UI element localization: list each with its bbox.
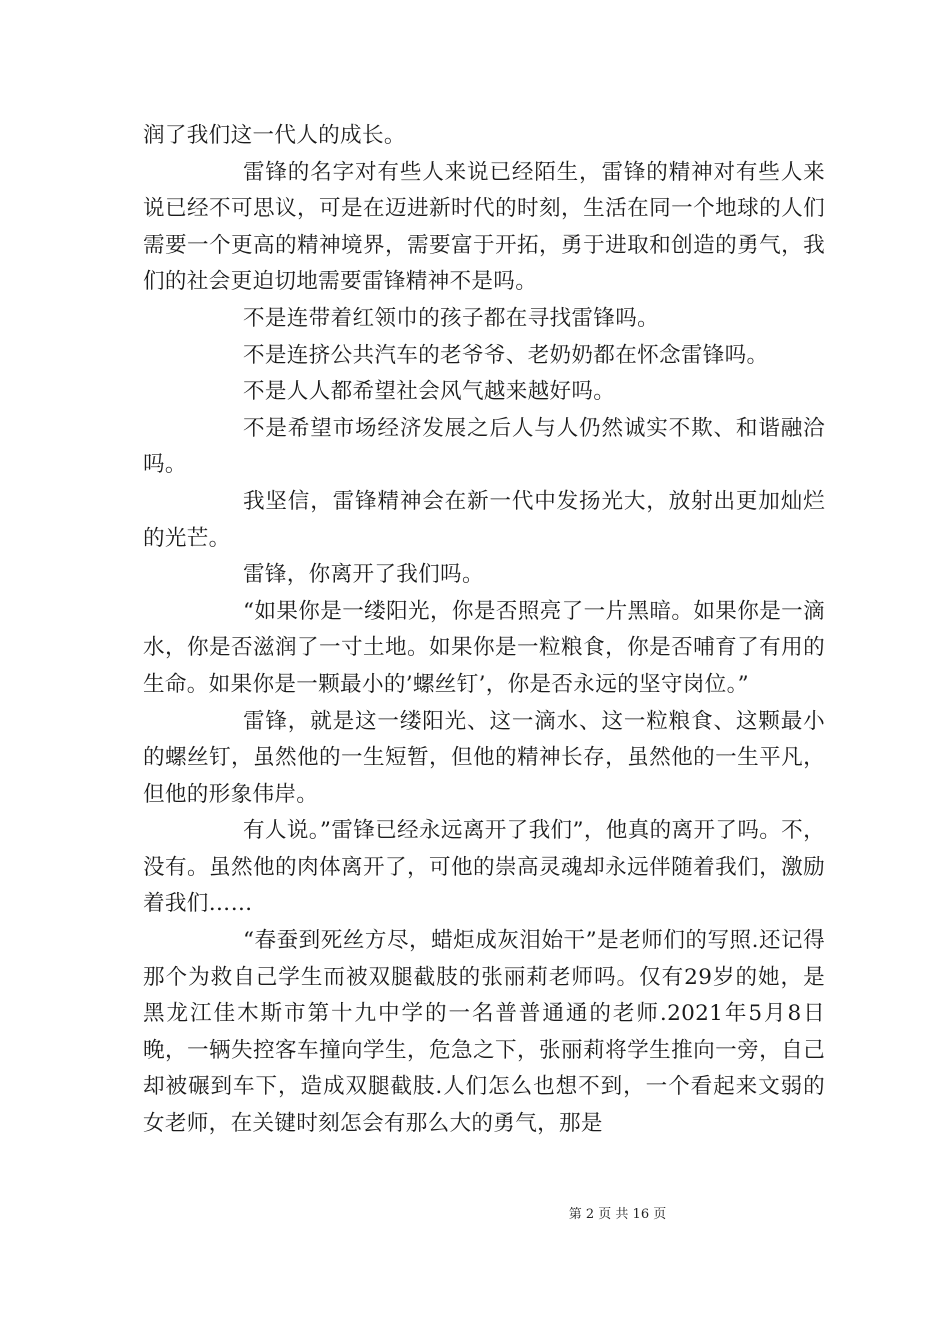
paragraph: 雷锋的名字对有些人来说已经陌生，雷锋的精神对有些人来说已经不可思议，可是在迈进新时代的时刻，生活在同一个地球的人们需要一个更高的精神境界，需要富于开拓，勇于进取和创造的勇气，我们的社会更迫切地需要雷锋精神不是吗。 bbox=[143, 159, 825, 295]
paragraph: 不是希望市场经济发展之后人与人仍然诚实不欺、和谐融洽吗。 bbox=[143, 415, 825, 478]
paragraph: 有人说。”雷锋已经永远离开了我们”，他真的离开了吗。不，没有。虽然他的肉体离开了，可他的崇高灵魂却永远伴随着我们，激励着我们…… bbox=[143, 818, 825, 917]
paragraph: 雷锋，就是这一缕阳光、这一滴水、这一粒粮食、这颗最小的螺丝钉，虽然他的一生短暂，但他的精神长存，虽然他的一生平凡，但他的形象伟岸。 bbox=[143, 708, 825, 807]
paragraph: 雷锋，你离开了我们吗。 bbox=[243, 562, 484, 588]
paragraph: 不是连带着红领巾的孩子都在寻找雷锋吗。 bbox=[243, 305, 659, 331]
body-text bbox=[143, 118, 825, 1143]
page-number-footer: 第 2 页 共 16 页 bbox=[568, 1207, 667, 1222]
paragraph: “如果你是一缕阳光，你是否照亮了一片黑暗。如果你是一滴水，你是否滋润了一寸土地。如果你是一粒粮食，你是否哺育了有用的生命。如果你是一颗最小的’螺丝钉’，你是否永远的坚守岗位。” bbox=[143, 598, 825, 697]
paragraph: 润了我们这一代人的成长。 bbox=[143, 123, 406, 148]
paragraph: 不是人人都希望社会风气越来越好吗。 bbox=[243, 379, 616, 405]
paragraph: “春蚕到死丝方尽，蜡炬成灰泪始干”是老师们的写照.还记得那个为救自己学生而被双腿截肢的张丽莉老师吗。仅有29岁的她，是黑龙江佳木斯市第十九中学的一名普普通通的老师.2021年5月8日晚，一辆失控客车撞向学生，危急之下，张丽莉将学生推向一旁，自己却被碾到车下，造成双腿截肢.人们怎么也想不到，一个看起来文弱的女老师，在关键时刻怎会有那么大的勇气，那是 bbox=[143, 928, 825, 1137]
paragraph: 我坚信，雷锋精神会在新一代中发扬光大，放射出更加灿烂的光芒。 bbox=[143, 488, 825, 551]
paragraph: 不是连挤公共汽车的老爷爷、老奶奶都在怀念雷锋吗。 bbox=[243, 342, 769, 368]
